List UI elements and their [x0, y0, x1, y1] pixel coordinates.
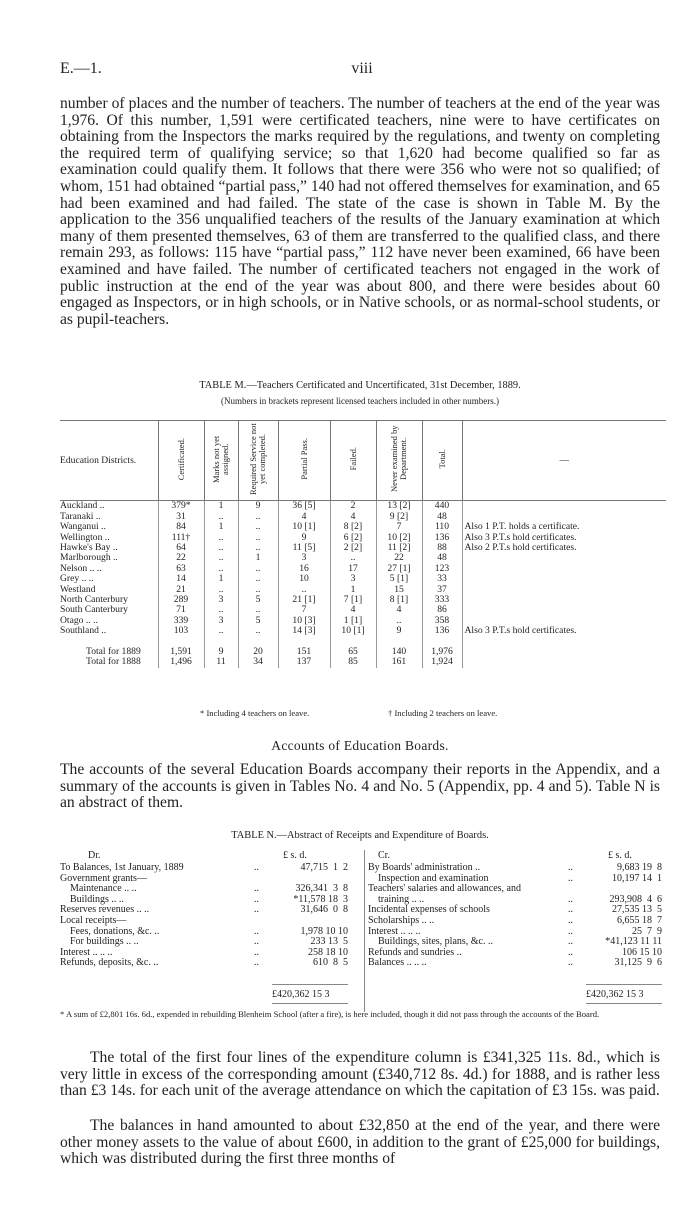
- value-cell: 16: [278, 564, 330, 574]
- table-m-row: [60, 501, 666, 512]
- value-cell: 3: [278, 553, 330, 563]
- ledger-amount: 106 15 10: [622, 946, 662, 958]
- table-m-row: [60, 626, 666, 636]
- cr-label: Cr.: [378, 850, 390, 861]
- value-cell: 22: [158, 553, 204, 563]
- value-cell: 3: [204, 595, 238, 605]
- value-cell: 5: [238, 616, 278, 626]
- leader-dots: ..: [568, 957, 573, 969]
- remark-cell: [462, 501, 666, 512]
- ledger-label: training .. ..: [378, 893, 425, 905]
- value-cell: 10 [1]: [278, 522, 330, 532]
- sum-rule: [272, 984, 348, 985]
- ledger-amount: 47,715 1 2: [300, 862, 348, 873]
- district-cell: Otago .. ..: [60, 614, 98, 626]
- value-cell: 8 [2]: [330, 522, 376, 532]
- leader-dots: ..: [254, 936, 259, 948]
- table-m-row: [60, 605, 666, 615]
- col-header: Total.: [422, 421, 462, 501]
- table-m-header-row: [60, 421, 666, 501]
- table-m-subtitle: (Numbers in brackets represent licensed teachers included in other numbers.): [221, 396, 499, 406]
- table-m-row: [60, 595, 666, 605]
- document-code: E.—1.: [60, 60, 102, 77]
- table-m-title: TABLE M.—Teachers Certificated and Uncertificated, 31st December, 1889.: [199, 380, 521, 391]
- value-cell: 333: [422, 595, 462, 605]
- value-cell: ..: [238, 605, 278, 615]
- leader-dots: ..: [568, 915, 573, 926]
- body-paragraph-3: The total of the first four lines of the expenditure column is £341,325 11s. 8d., which is very little in excess of the corresponding amount (£340,712 8s. 4d.) for 1888, and is rather less than £3 14s. for each unit of the average attendance on which the capitation of £3 15s. was paid.: [60, 1049, 660, 1100]
- value-cell: 5: [238, 595, 278, 605]
- value-cell: 9: [278, 533, 330, 543]
- value-cell: ..: [238, 512, 278, 522]
- page-number: viii: [351, 60, 373, 77]
- value-cell: 33: [422, 574, 462, 584]
- ledger-label: Government grants—: [60, 872, 147, 884]
- value-cell: 1,976: [422, 647, 462, 657]
- value-cell: ..: [238, 564, 278, 574]
- remark-cell: [462, 585, 666, 595]
- ledger-amount: 31,125 9 6: [614, 957, 662, 969]
- ledger-amount: *11,578 18 3: [293, 893, 348, 905]
- col-header: Marks not yet assigned.: [204, 421, 238, 501]
- ledger-amount: 9,683 19 8: [617, 862, 662, 873]
- district-cell: Marlborough ..: [60, 552, 118, 564]
- ledger-amount: 233 13 5: [310, 936, 348, 948]
- remark-cell: Also 3 P.T.s hold certificates.: [462, 626, 666, 636]
- ledger-amount: *41,123 11 11: [605, 936, 662, 948]
- value-cell: 1: [204, 522, 238, 532]
- table-m-total-row: [60, 657, 666, 667]
- table-m: [60, 420, 666, 668]
- ledger-label: Reserves revenues .. ..: [60, 904, 150, 916]
- table-n-title: TABLE N.—Abstract of Receipts and Expenditure of Boards.: [231, 830, 489, 841]
- value-cell: 7 [1]: [330, 595, 376, 605]
- value-cell: 14 [3]: [278, 626, 330, 636]
- value-cell: 4: [330, 512, 376, 522]
- value-cell: ..: [204, 543, 238, 553]
- col-header: Certificated.: [158, 421, 204, 501]
- value-cell: 7: [376, 522, 422, 532]
- value-cell: 17: [330, 564, 376, 574]
- ledger-amount: 326,341 3 8: [295, 883, 348, 895]
- value-cell: 379*: [158, 501, 204, 512]
- currency-head-left: £ s. d.: [283, 850, 307, 861]
- table-m-row: [60, 574, 666, 584]
- value-cell: 4: [278, 512, 330, 522]
- value-cell: ..: [204, 605, 238, 615]
- value-cell: 11 [2]: [376, 543, 422, 553]
- value-cell: 140: [376, 647, 422, 657]
- ledger-amount: 25 7 9: [632, 925, 662, 937]
- value-cell: 85: [330, 657, 376, 667]
- district-cell: South Canterbury: [60, 604, 128, 616]
- ledger-label: Teachers' salaries and allowances, and: [368, 883, 521, 895]
- remark-cell: [462, 605, 666, 615]
- remark-cell: Also 3 P.T.s hold certificates.: [462, 533, 666, 543]
- value-cell: 358: [422, 616, 462, 626]
- value-cell: 289: [158, 595, 204, 605]
- sum-rule: [272, 1003, 348, 1004]
- value-cell: 6 [2]: [330, 533, 376, 543]
- value-cell: 64: [158, 543, 204, 553]
- value-cell: ..: [204, 626, 238, 636]
- remark-cell: Also 1 P.T. holds a certificate.: [462, 522, 666, 532]
- dr-label: Dr.: [88, 850, 101, 861]
- value-cell: 71: [158, 605, 204, 615]
- value-cell: 10 [2]: [376, 533, 422, 543]
- value-cell: ..: [238, 543, 278, 553]
- value-cell: ..: [238, 574, 278, 584]
- table-n-footnote: * A sum of £2,801 16s. 6d., expended in rebuilding Blenheim School (after a fire), is here included, though it did not pass through the accounts of the Board.: [60, 1009, 600, 1019]
- value-cell: 1: [204, 574, 238, 584]
- ledger-label: Incidental expenses of schools: [368, 904, 490, 916]
- ledger-amount: 258 18 10: [308, 946, 348, 958]
- col-header: Failed.: [330, 421, 376, 501]
- value-cell: 339: [158, 616, 204, 626]
- value-cell: 9: [204, 647, 238, 657]
- district-cell: Wanganui ..: [60, 521, 106, 533]
- ledger-label: By Boards' administration ..: [368, 862, 481, 873]
- leader-dots: ..: [254, 957, 259, 969]
- value-cell: 3: [204, 616, 238, 626]
- sum-rule: [586, 1003, 662, 1004]
- column-divider: [364, 850, 365, 1012]
- leader-dots: ..: [568, 904, 573, 916]
- value-cell: 9: [238, 501, 278, 512]
- value-cell: 21 [1]: [278, 595, 330, 605]
- ledger-label: Refunds and sundries ..: [368, 946, 462, 958]
- remark-cell: [462, 564, 666, 574]
- value-cell: ..: [238, 533, 278, 543]
- district-cell: Total for 1888: [86, 656, 141, 668]
- district-cell: Nelson .. ..: [60, 562, 102, 574]
- value-cell: 14: [158, 574, 204, 584]
- ledger-label: Interest .. .. ..: [368, 925, 421, 937]
- remark-cell: Also 2 P.T.s hold certificates.: [462, 543, 666, 553]
- value-cell: ..: [204, 553, 238, 563]
- table-m-footnote-b: † Including 2 teachers on leave.: [388, 708, 498, 718]
- value-cell: ..: [204, 564, 238, 574]
- value-cell: 161: [376, 657, 422, 667]
- ledger-amount: 610 8 5: [313, 957, 348, 969]
- value-cell: 3: [330, 574, 376, 584]
- body-paragraph-4: The balances in hand amounted to about £32,850 at the end of the year, and there were other money assets to the value of about £600, in addition to the grant of £25,000 for buildings, which was distributed during the first three months of: [60, 1117, 660, 1168]
- value-cell: ..: [238, 585, 278, 595]
- ledger-label: Buildings .. ..: [70, 893, 124, 905]
- value-cell: 9: [376, 626, 422, 636]
- value-cell: 4: [376, 605, 422, 615]
- spacer-cell: [462, 637, 666, 647]
- value-cell: ..: [204, 585, 238, 595]
- ledger-amount: 6,655 18 7: [617, 915, 662, 926]
- district-cell: Taranaki ..: [60, 510, 101, 522]
- leader-dots: ..: [568, 925, 573, 937]
- district-cell: Westland: [60, 583, 96, 595]
- value-cell: 11 [5]: [278, 543, 330, 553]
- value-cell: 5 [1]: [376, 574, 422, 584]
- value-cell: ..: [238, 626, 278, 636]
- district-cell: Hawke's Bay ..: [60, 542, 118, 554]
- value-cell: 7: [278, 605, 330, 615]
- value-cell: 1: [330, 585, 376, 595]
- remark-cell: [462, 657, 666, 667]
- remark-cell: [462, 647, 666, 657]
- value-cell: 13 [2]: [376, 501, 422, 512]
- table-m-row: [60, 585, 666, 595]
- value-cell: 110: [422, 522, 462, 532]
- value-cell: 31: [158, 512, 204, 522]
- body-paragraph-1: number of places and the number of teachers. The number of teachers at the end of the year was 1,976. Of this number, 1,591 were certificated teachers, nine were to have certificates on obtaining from the Inspectors the marks required by the regulations, and twenty on completing the required term of qualifying service; so that 1,620 had become qualified so far as examination could qualify them. It follows that there were 356 who were not so qualified; of whom, 151 had obtained “partial pass,” 140 had not offered themselves for examination, and 65 had been examined and had failed. The state of the case is shown in Table M. By the application to the 356 unqualified teachers of the results of the January examination at which many of them presented themselves, 63 of them are transferred to the qualified class, and there remain 293, as follows: 115 have “partial pass,” 112 have never been examined, 66 have been examined and have failed. The number of certificated teachers not engaged in the work of public instruction at the end of the year was about 800, and there were besides about 60 engaged as Inspectors, or in high schools, or in Native schools, or as normal-school students, or as pupil-teachers.: [60, 95, 660, 328]
- ledger-label: Maintenance .. ..: [70, 883, 137, 895]
- value-cell: 10 [1]: [330, 626, 376, 636]
- value-cell: 10 [3]: [278, 616, 330, 626]
- body-paragraph-2: The accounts of the several Education Boards accompany their reports in the Appendix, and a summary of the accounts is given in Tables No. 4 and No. 5 (Appendix, pp. 4 and 5). Table N is an abstract of them.: [60, 761, 660, 812]
- district-cell: Grey .. ..: [60, 573, 94, 585]
- ledger-label: Buildings, sites, plans, &c. ..: [378, 936, 493, 948]
- ledger-amount: 1,978 10 10: [300, 925, 348, 937]
- district-cell: Auckland ..: [60, 500, 105, 512]
- value-cell: 48: [422, 512, 462, 522]
- leader-dots: ..: [568, 872, 573, 884]
- table-m-footnote-a: * Including 4 teachers on leave.: [200, 708, 310, 718]
- leader-dots: ..: [254, 946, 259, 958]
- value-cell: 36 [5]: [278, 501, 330, 512]
- page-header: [60, 60, 664, 82]
- ledger-label: Fees, donations, &c. ..: [70, 925, 160, 937]
- total-credit: £420,362 15 3: [586, 989, 644, 1000]
- value-cell: 1,496: [158, 657, 204, 667]
- value-cell: 63: [158, 564, 204, 574]
- table-m-body: [60, 501, 666, 668]
- remark-cell: [462, 574, 666, 584]
- value-cell: 103: [158, 626, 204, 636]
- value-cell: 22: [376, 553, 422, 563]
- table-m-row: [60, 553, 666, 563]
- value-cell: 48: [422, 553, 462, 563]
- ledger-label: To Balances, 1st January, 1889: [60, 862, 184, 873]
- ledger-label: Local receipts—: [60, 915, 127, 926]
- total-debit: £420,362 15 3: [272, 989, 330, 1000]
- currency-head-right: £ s. d.: [608, 850, 632, 861]
- value-cell: 137: [278, 657, 330, 667]
- value-cell: 1: [204, 501, 238, 512]
- value-cell: 20: [238, 647, 278, 657]
- value-cell: 9 [2]: [376, 512, 422, 522]
- value-cell: 37: [422, 585, 462, 595]
- ledger-label: Scholarships .. ..: [368, 915, 435, 926]
- value-cell: 136: [422, 626, 462, 636]
- col-header: Required Service not yet completed.: [238, 421, 278, 501]
- ledger-amount: 31,646 0 8: [300, 904, 348, 916]
- sum-rule: [586, 984, 662, 985]
- leader-dots: ..: [568, 862, 573, 873]
- col-header: —: [462, 421, 666, 501]
- leader-dots: ..: [568, 936, 573, 948]
- table-m-row: [60, 543, 666, 553]
- district-cell: North Canterbury: [60, 594, 128, 606]
- ledger-label: Balances .. .. ..: [368, 957, 427, 969]
- ledger-amount: 10,197 14 1: [612, 872, 662, 884]
- table-m-total-row: [60, 647, 666, 657]
- value-cell: 84: [158, 522, 204, 532]
- ledger-label: For buildings .. ..: [70, 936, 139, 948]
- value-cell: 65: [330, 647, 376, 657]
- value-cell: 123: [422, 564, 462, 574]
- value-cell: 151: [278, 647, 330, 657]
- ledger-label: Refunds, deposits, &c. ..: [60, 957, 159, 969]
- value-cell: 88: [422, 543, 462, 553]
- value-cell: 4: [330, 605, 376, 615]
- value-cell: 8 [1]: [376, 595, 422, 605]
- value-cell: ..: [330, 553, 376, 563]
- col-header: Partial Pass.: [278, 421, 330, 501]
- col-header: Education Districts.: [60, 421, 158, 501]
- section-heading: Accounts of Education Boards.: [271, 738, 449, 753]
- ledger-amount: 293,908 4 6: [609, 893, 662, 905]
- ledger-label: Inspection and examination: [378, 872, 489, 884]
- value-cell: 2 [2]: [330, 543, 376, 553]
- remark-cell: [462, 553, 666, 563]
- leader-dots: ..: [568, 893, 573, 905]
- value-cell: 10: [278, 574, 330, 584]
- value-cell: 136: [422, 533, 462, 543]
- value-cell: ..: [204, 533, 238, 543]
- value-cell: 1,924: [422, 657, 462, 667]
- value-cell: 2: [330, 501, 376, 512]
- value-cell: 86: [422, 605, 462, 615]
- value-cell: 15: [376, 585, 422, 595]
- col-header: Never examined by Department.: [376, 421, 422, 501]
- value-cell: 27 [1]: [376, 564, 422, 574]
- value-cell: 34: [238, 657, 278, 667]
- table-m-row: [60, 564, 666, 574]
- value-cell: 1,591: [158, 647, 204, 657]
- leader-dots: ..: [254, 893, 259, 905]
- value-cell: ..: [204, 512, 238, 522]
- value-cell: ..: [278, 585, 330, 595]
- value-cell: ..: [238, 522, 278, 532]
- leader-dots: ..: [254, 925, 259, 937]
- value-cell: 21: [158, 585, 204, 595]
- leader-dots: ..: [254, 904, 259, 916]
- leader-dots: ..: [254, 862, 259, 873]
- value-cell: 11: [204, 657, 238, 667]
- remark-cell: [462, 595, 666, 605]
- leader-dots: ..: [568, 946, 573, 958]
- spacer-row: [60, 637, 666, 647]
- value-cell: ..: [376, 616, 422, 626]
- value-cell: 440: [422, 501, 462, 512]
- value-cell: 111†: [158, 533, 204, 543]
- district-cell: Wellington ..: [60, 531, 110, 543]
- ledger-amount: 27,535 13 5: [612, 904, 662, 916]
- ledger-label: Interest .. .. ..: [60, 946, 113, 958]
- value-cell: 1 [1]: [330, 616, 376, 626]
- district-cell: Southland ..: [60, 625, 107, 637]
- district-cell: Total for 1889: [86, 645, 141, 657]
- leader-dots: ..: [254, 883, 259, 895]
- value-cell: 1: [238, 553, 278, 563]
